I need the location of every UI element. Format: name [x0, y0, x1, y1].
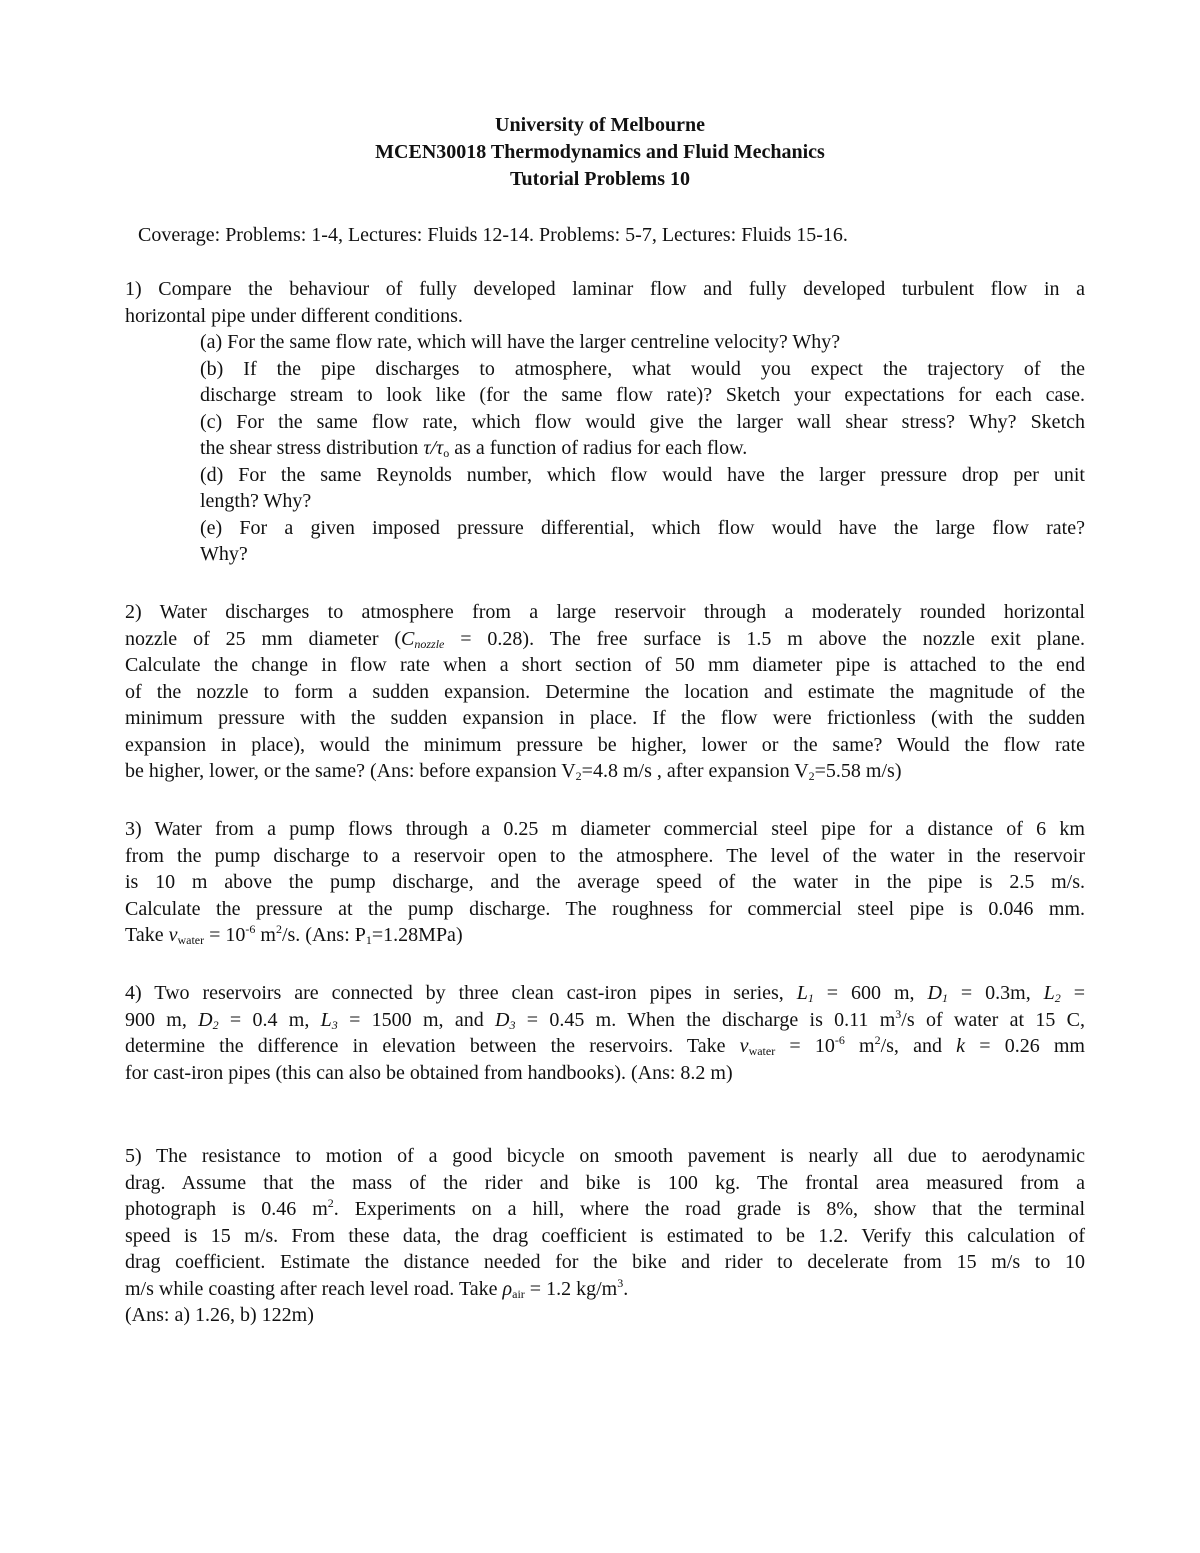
nu-symbol: ν: [168, 924, 178, 946]
text-run: the shear stress distribution: [200, 437, 424, 459]
text-run: /s of water at 15 C,: [901, 1008, 1085, 1031]
problem-1-part-e-line-2: Why?: [200, 543, 248, 565]
problem-2-line-2: [125, 626, 1085, 653]
problem-1-part-d-line-2: length? Why?: [200, 490, 312, 512]
text-run: = 1.2 kg/m: [524, 1277, 618, 1300]
subscript: 1: [941, 991, 948, 1005]
problem-4: [125, 980, 1085, 1086]
tutorial-title: Tutorial Problems 10: [509, 168, 690, 190]
problem-2-line-5: minimum pressure with the sudden expansion in place. If the flow were frictionless (with the sudden: [125, 707, 1085, 729]
problem-3: [125, 816, 1085, 949]
problem-5: [125, 1143, 1085, 1329]
problem-4-line-4: for cast-iron pipes (this can also be obtained from handbooks). (Ans: 8.2 m): [125, 1061, 733, 1084]
text-run: m/s while coasting after reach level road. Take: [125, 1277, 503, 1300]
problem-5-line-4: speed is 15 m/s. From these data, the drag coefficient is estimated to be 1.2. Verify this calculation of: [125, 1224, 1085, 1247]
tau-subscript: o: [443, 446, 450, 460]
text-run: /s. (Ans: P: [281, 924, 366, 946]
text-run: .: [623, 1277, 629, 1300]
subscript: 3: [331, 1017, 338, 1032]
text-run: = 0.4 m,: [218, 1008, 321, 1031]
coverage-text: Coverage: Problems: 1-4, Lectures: Fluids 12-14. Problems: 5-7, Lectures: Fluids 15-16.: [138, 224, 848, 246]
text-run: . Experiments on a hill, where the road grade is 8%, show that the terminal: [333, 1198, 1085, 1220]
course-title: MCEN30018 Thermodynamics and Fluid Mechanics: [375, 141, 825, 163]
superscript: 2: [327, 1196, 334, 1210]
coverage-note: [138, 222, 1088, 249]
variable: L: [320, 1008, 332, 1031]
text-run: = 600 m,: [813, 982, 928, 1004]
variable: L: [1043, 982, 1055, 1004]
text-run: =: [1060, 982, 1085, 1004]
variable: L: [796, 982, 808, 1004]
problem-1-part-c-line-2: [125, 435, 1085, 462]
superscript: 2: [874, 1033, 881, 1047]
rho-symbol: ρ: [502, 1277, 513, 1300]
superscript: 2: [275, 922, 282, 936]
text-run: =4.8 m/s , after expansion V: [581, 760, 809, 782]
subscript: 2: [575, 769, 582, 783]
problem-1-intro-line-1: 1) Compare the behaviour of fully developed laminar flow and fully developed turbulent flow in a: [125, 278, 1085, 300]
nozzle-subscript: nozzle: [414, 636, 445, 651]
problem-1-part-b-line-1: (b) If the pipe discharges to atmosphere, what would you expect the trajectory of the: [200, 357, 1085, 380]
text-run: = 1500 m, and: [337, 1008, 496, 1031]
university-name: University of Melbourne: [495, 114, 705, 136]
problem-5-line-3: [125, 1196, 1085, 1223]
problem-3-line-3: is 10 m above the pump discharge, and the average speed of the water in the pipe is 2.5 m/s.: [125, 871, 1085, 893]
text-run: = 0.3m,: [947, 982, 1044, 1004]
text-run: Take: [125, 924, 169, 946]
problem-4-line-2: [125, 1007, 1085, 1034]
variable: D: [198, 1008, 213, 1031]
superscript: 3: [617, 1275, 624, 1290]
subscript: 3: [509, 1017, 516, 1032]
nu-symbol: ν: [739, 1035, 749, 1057]
text-run: nozzle of 25 mm diameter (: [125, 627, 402, 650]
text-run: photograph is 0.46 m: [125, 1198, 328, 1220]
text-run: = 0.26 mm: [965, 1035, 1085, 1057]
problem-5-line-2: drag. Assume that the mass of the rider and bike is 100 kg. The frontal area measured from a: [125, 1171, 1085, 1194]
subscript: water: [177, 933, 205, 947]
problem-2-line-1: 2) Water discharges to atmosphere from a large reservoir through a moderately rounded horizontal: [125, 601, 1085, 623]
superscript: -6: [245, 922, 256, 936]
subscript: 1: [365, 933, 372, 947]
problem-1-part-c-line-1: (c) For the same flow rate, which flow would give the larger wall shear stress? Why? Sketch: [200, 410, 1085, 433]
text-run: = 10: [775, 1035, 835, 1057]
problem-2-line-4: of the nozzle to form a sudden expansion. Determine the location and estimate the magnitude of the: [125, 680, 1085, 703]
problem-5-answer: (Ans: a) 1.26, b) 122m): [125, 1304, 314, 1326]
text-run: m: [255, 924, 276, 946]
problem-1-part-d-line-1: (d) For the same Reynolds number, which flow would have the larger pressure drop per unit: [200, 463, 1085, 486]
problem-5-line-1: 5) The resistance to motion of a good bicycle on smooth pavement is nearly all due to aerodynamic: [125, 1145, 1085, 1167]
nozzle-coefficient-symbol: C: [401, 627, 415, 650]
variable: k: [956, 1035, 966, 1057]
text-run: = 10: [204, 924, 246, 946]
problem-2-line-3: Calculate the change in flow rate when a short section of 50 mm diameter pipe is attached to the end: [125, 654, 1085, 676]
subscript: 2: [808, 769, 815, 783]
problem-3-line-2: from the pump discharge to a reservoir open to the atmosphere. The level of the water in the reservoir: [125, 844, 1085, 867]
problem-5-line-5: drag coefficient. Estimate the distance needed for the bike and rider to decelerate from 15 m/s to 10: [125, 1251, 1085, 1273]
text-run: = 0.45 m. When the discharge is 0.11 m: [515, 1008, 896, 1031]
problem-1-part-b-line-2: discharge stream to look like (for the same flow rate)? Sketch your expectations for each case.: [200, 384, 1085, 406]
tau-ratio-symbol: τ/τ: [423, 437, 444, 459]
variable: D: [495, 1008, 510, 1031]
problem-4-line-1: [125, 980, 1085, 1007]
text-run: /s, and: [880, 1035, 957, 1057]
text-run: be higher, lower, or the same? (Ans: before expansion V: [125, 760, 576, 782]
problem-1-intro-line-2: horizontal pipe under different conditions.: [125, 304, 463, 327]
problem-4-line-3: [125, 1033, 1085, 1060]
problem-2-line-7: [125, 758, 1085, 785]
text-run: =5.58 m/s): [814, 760, 902, 782]
superscript: -6: [834, 1033, 845, 1047]
problem-1-part-e-line-1: (e) For a given imposed pressure differential, which flow would have the large flow rate?: [200, 516, 1085, 539]
subscript: 1: [807, 991, 814, 1005]
subscript: water: [748, 1044, 776, 1058]
problem-1: [125, 276, 1085, 568]
subscript: 2: [212, 1017, 219, 1032]
subscript: air: [512, 1286, 525, 1301]
subscript: 2: [1054, 991, 1061, 1005]
problem-2: [125, 599, 1085, 785]
problem-1-part-a: (a) For the same flow rate, which will have the larger centreline velocity? Why?: [200, 331, 841, 353]
text-run: 900 m,: [125, 1008, 199, 1031]
variable: D: [927, 982, 942, 1004]
text-run: =1.28MPa): [371, 924, 463, 946]
text-run: = 0.28). The free surface is 1.5 m above the nozzle exit plane.: [444, 627, 1085, 650]
problem-3-line-4: Calculate the pressure at the pump discharge. The roughness for commercial steel pipe is 0.046 mm.: [125, 897, 1085, 920]
problem-3-line-5: [125, 922, 1085, 949]
superscript: 3: [895, 1006, 902, 1021]
problem-2-line-6: expansion in place), would the minimum pressure be higher, lower or the same? Would the flow rate: [125, 733, 1085, 756]
text-run: determine the difference in elevation between the reservoirs. Take: [125, 1035, 740, 1057]
text-run: as a function of radius for each flow.: [449, 437, 748, 459]
text-run: m: [844, 1035, 875, 1057]
problem-3-line-1: 3) Water from a pump flows through a 0.25 m diameter commercial steel pipe for a distance of 6 km: [125, 818, 1085, 840]
document-header: [0, 112, 1200, 193]
text-run: 4) Two reservoirs are connected by three clean cast-iron pipes in series,: [125, 982, 797, 1004]
problem-5-line-6: [125, 1276, 1085, 1303]
